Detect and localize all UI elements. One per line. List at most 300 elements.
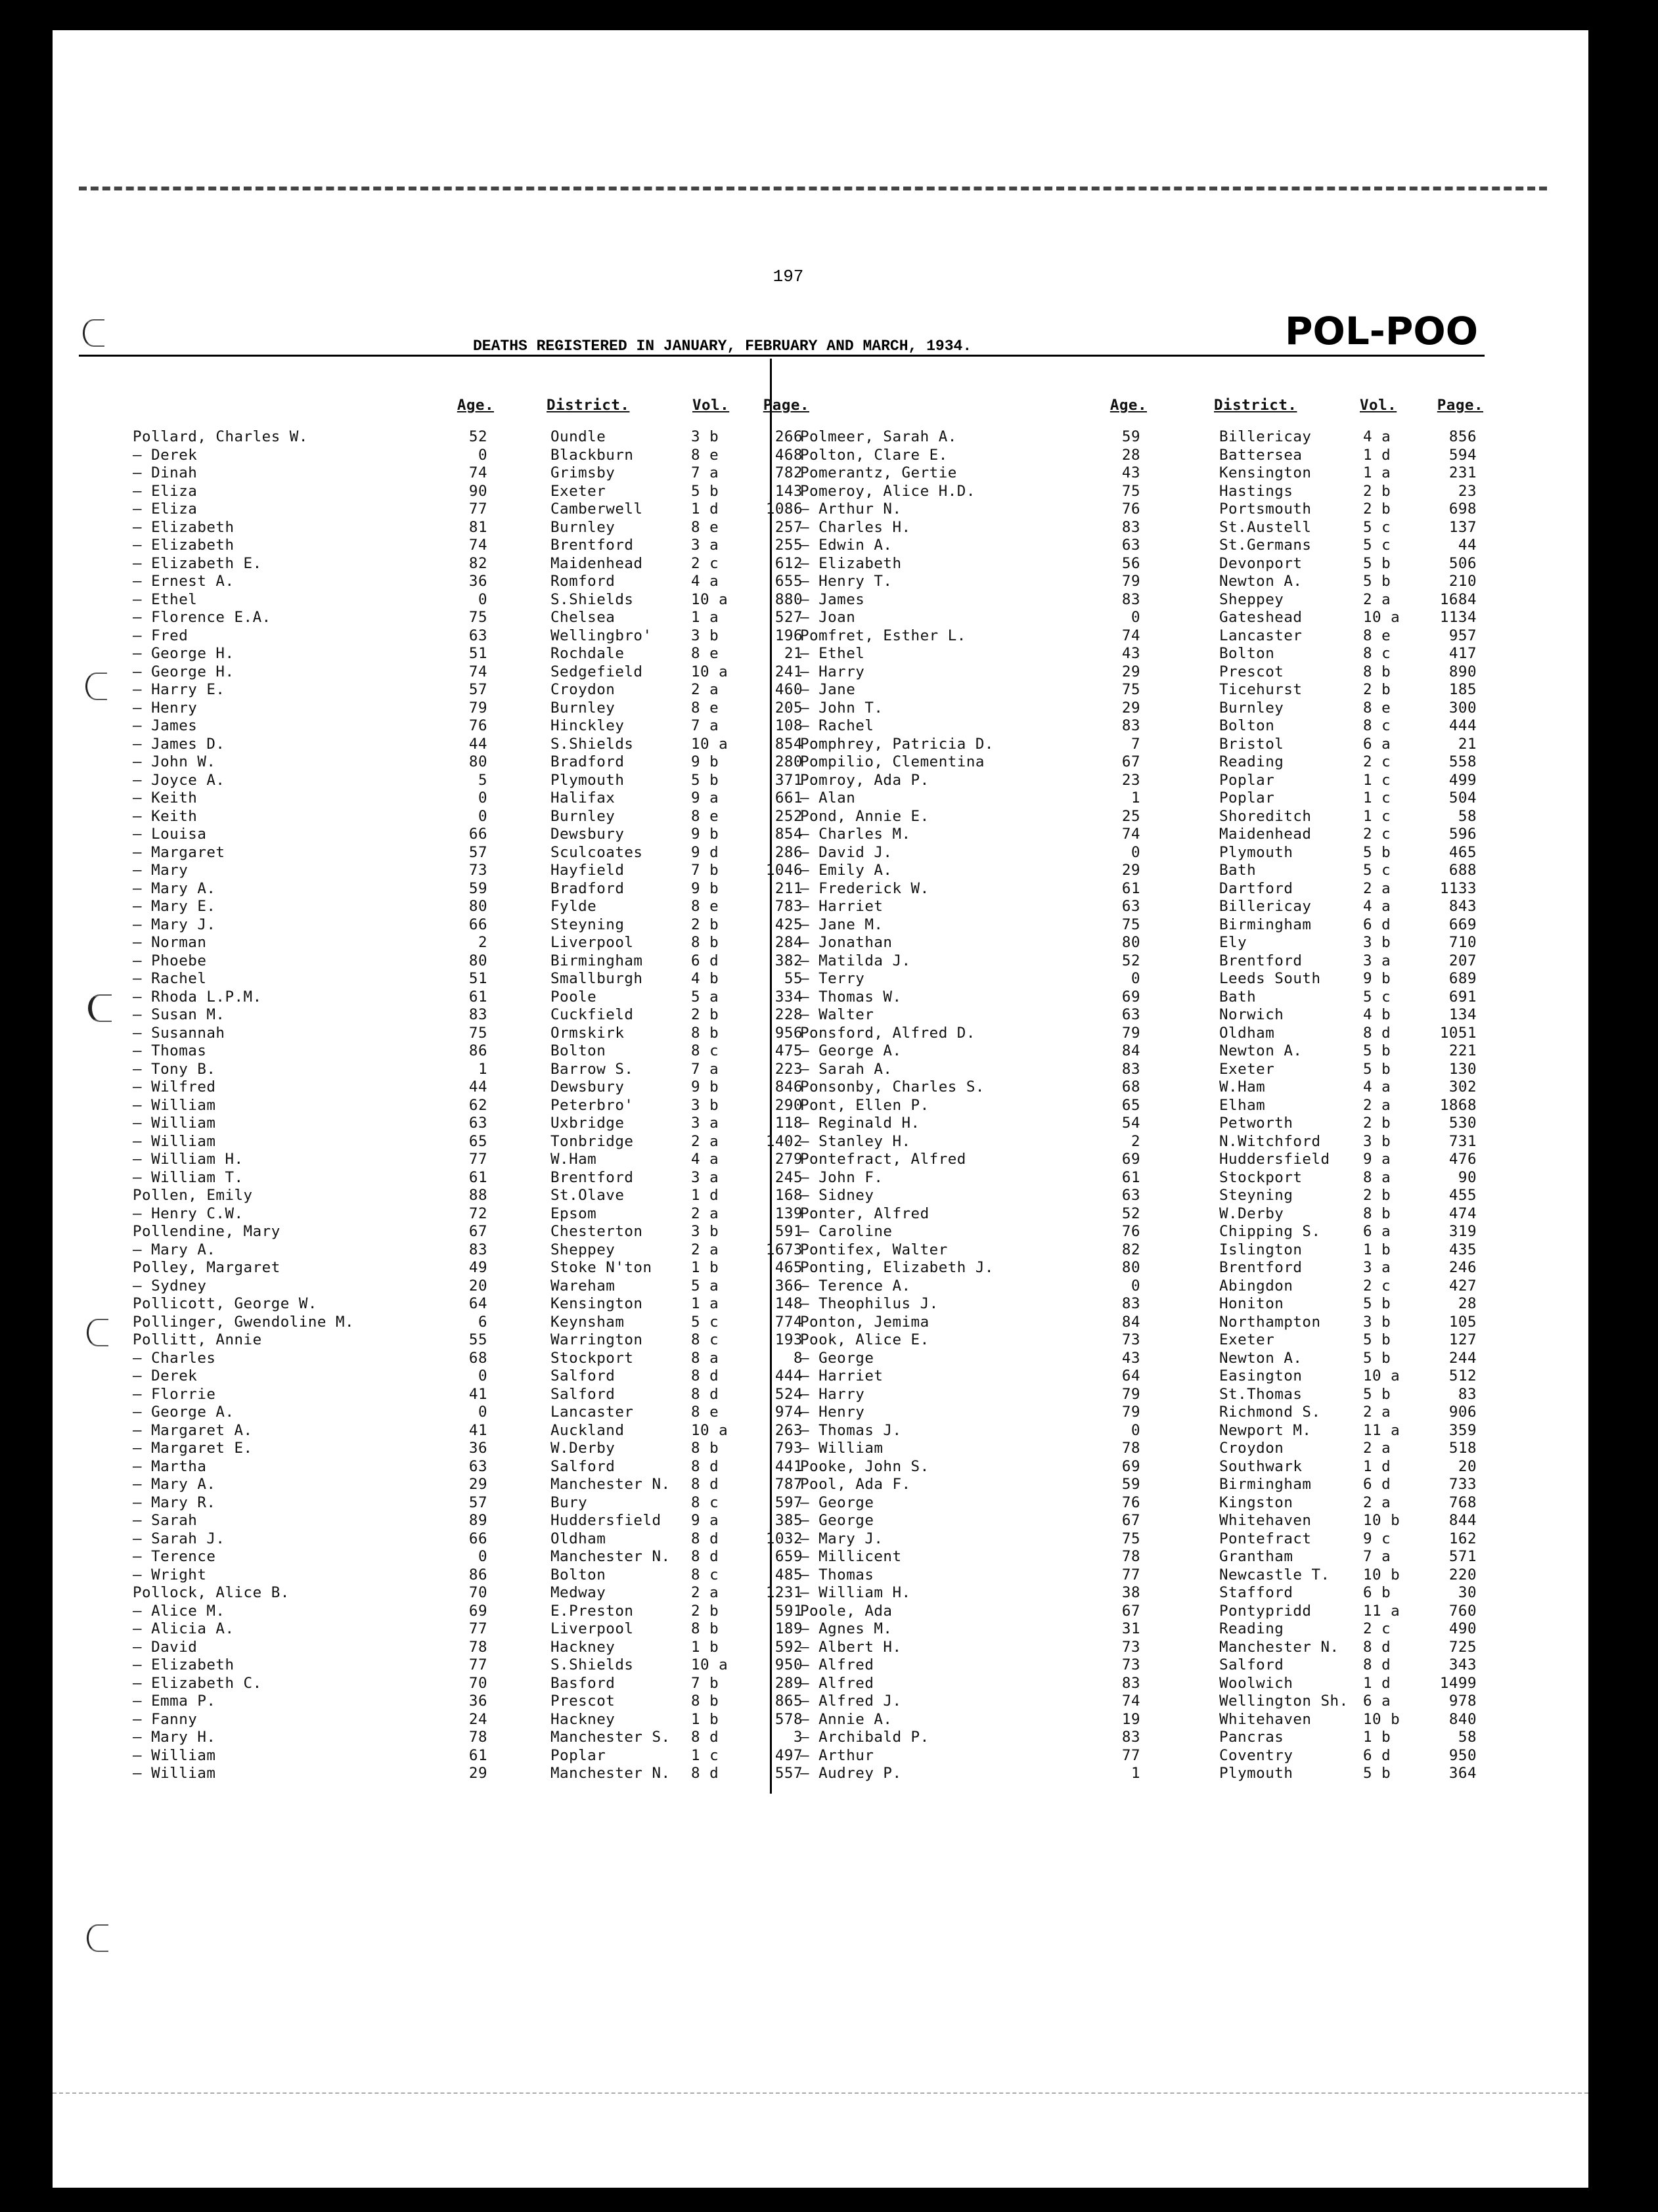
entry-age: 73 [468,862,487,879]
entry-vol: 8 d [1363,1656,1391,1673]
entry-age: 75 [1121,681,1140,698]
register-entry [800,1566,1483,1585]
entry-page: 143 [774,482,803,500]
entry-district: Sheppey [1219,590,1284,608]
surname-range: POL-POO [1285,309,1478,353]
entry-name: Ponter, Alfred [800,1205,930,1222]
entry-name: — Jonathan [800,934,893,951]
entry-vol: 1 d [1363,446,1391,464]
entry-name: Pollendine, Mary [133,1223,280,1240]
entry-district: Northampton [1219,1313,1321,1331]
entry-district: Steyning [550,916,625,933]
entry-vol: 8 e [1363,627,1391,644]
entry-page: 366 [774,1277,803,1294]
register-entry [800,1458,1483,1476]
register-entry [133,1277,803,1296]
entry-age: 66 [468,916,487,933]
entry-district: Dartford [1219,879,1293,897]
register-entry [800,663,1483,682]
entry-vol: 1 a [691,1295,719,1312]
entry-name: — Keith [133,807,198,825]
entry-district: Billericay [1219,428,1312,445]
entry-age: 76 [1121,1223,1140,1240]
entry-vol: 7 a [691,464,719,481]
entry-vol: 4 a [1363,898,1391,915]
entry-district: W.Derby [550,1440,616,1457]
entry-name: — Harry E. [133,681,225,698]
entry-district: Grimsby [550,464,616,481]
entry-age: 0 [1131,843,1140,861]
entry-vol: 8 b [691,1692,719,1710]
entry-district: Poole [550,988,597,1006]
entry-district: Exeter [1219,1060,1275,1078]
entry-name: — John F. [800,1168,884,1186]
entry-district: Oldham [550,1530,606,1547]
entry-district: Poplar [550,1746,606,1764]
register-entry [133,1421,803,1440]
entry-page: 55 [784,970,803,987]
entry-page: 134 [1448,1006,1477,1023]
register-entry [133,1746,803,1765]
entry-page: 21 [784,645,803,662]
entry-name: — Derek [133,446,198,464]
entry-age: 75 [1121,482,1140,500]
entry-vol: 8 d [691,1457,719,1475]
entry-vol: 2 b [691,1602,719,1620]
entry-vol: 8 c [1363,645,1391,662]
entry-age: 63 [468,1457,487,1475]
entry-page: 655 [774,573,803,590]
register-entry [133,1440,803,1458]
entry-age: 64 [468,1295,487,1312]
entry-vol: 1 c [1363,771,1391,789]
register-entry [800,627,1483,646]
entry-age: 69 [1121,988,1140,1006]
entry-name: — Eliza [133,482,198,500]
entry-page: 441 [774,1457,803,1475]
entry-district: Stockport [1219,1168,1303,1186]
entry-district: Brentford [550,1168,634,1186]
entry-district: Whitehaven [1219,1710,1312,1728]
entry-page: 485 [774,1566,803,1583]
entry-age: 1 [478,1060,487,1078]
entry-name: — George A. [133,1404,235,1421]
entry-vol: 5 b [1363,1349,1391,1367]
left-column [133,397,809,1783]
entry-page: 290 [774,1096,803,1114]
entry-page: 359 [1448,1421,1477,1439]
entry-age: 84 [1121,1042,1140,1059]
register-entry [800,428,1483,447]
entry-name: — Ethel [800,645,865,662]
entry-district: Grantham [1219,1548,1293,1565]
register-entry [133,500,803,519]
entry-name: — Susannah [133,1024,225,1042]
entry-district: Easington [1219,1367,1303,1384]
entry-page: 8 [793,1349,803,1367]
entry-vol: 11 a [1363,1421,1400,1439]
entry-age: 0 [478,789,487,807]
entry-district: Birmingham [1219,1476,1312,1493]
register-entry [133,1168,803,1187]
entry-page: 475 [774,1042,803,1059]
entry-name: — Albert H. [800,1638,902,1656]
entry-name: Pomfret, Esther L. [800,627,966,644]
entry-vol: 8 e [691,807,719,825]
register-entry [133,1493,803,1513]
entry-district: Liverpool [550,934,634,951]
entry-page: 906 [1448,1404,1477,1421]
entry-name: — Dinah [133,464,198,481]
entry-page: 596 [1448,826,1477,843]
entry-name: — Reginald H. [800,1115,920,1132]
entry-page: 691 [1448,988,1477,1006]
entry-page: 1499 [1439,1674,1477,1692]
entry-age: 65 [1121,1096,1140,1114]
entry-vol: 10 a [691,663,728,680]
entry-name: — Harriet [800,1367,884,1384]
entry-name: Pontifex, Walter [800,1241,948,1258]
entry-name: — William H. [133,1151,244,1168]
entry-page: 382 [774,952,803,969]
entry-district: Shoreditch [1219,807,1312,825]
column-headers [800,397,1483,423]
entry-name: Pollock, Alice B. [133,1584,290,1601]
entry-age: 38 [1121,1584,1140,1601]
entry-page: 189 [774,1620,803,1637]
entry-name: — William [133,1746,216,1764]
entry-name: — Rachel [133,970,207,987]
entry-name: — John T. [800,699,884,717]
entry-vol: 5 b [1363,843,1391,861]
entry-name: — Joan [800,609,856,626]
entry-district: Norwich [1219,1006,1284,1023]
entry-vol: 2 c [1363,1277,1391,1294]
entry-page: 83 [1458,1385,1477,1403]
entry-page: 148 [774,1295,803,1312]
register-entry [133,446,803,465]
entry-name: — Alfred [800,1656,874,1673]
entry-page: 840 [1448,1710,1477,1728]
entry-vol: 9 a [1363,1151,1391,1168]
register-entry [800,645,1483,663]
entry-vol: 9 a [691,1512,719,1529]
entry-district: Petworth [1219,1115,1293,1132]
entry-page: 210 [1448,573,1477,590]
register-entry [800,1711,1483,1729]
register-entry [133,464,803,483]
register-entry [133,735,803,754]
entry-age: 66 [468,1530,487,1547]
entry-vol: 1 d [1363,1457,1391,1475]
register-entry [800,1675,1483,1693]
register-entry [800,1133,1483,1151]
register-entry [800,1187,1483,1205]
entry-district: Plymouth [1219,1765,1293,1782]
entry-district: Brentford [1219,952,1303,969]
register-page [53,30,1588,2188]
entry-name: — Charles [133,1349,216,1367]
entry-age: 79 [1121,1404,1140,1421]
entry-name: — Martha [133,1457,207,1475]
entry-age: 31 [1121,1620,1140,1637]
entry-name: — George [800,1493,874,1511]
entry-vol: 11 a [1363,1602,1400,1620]
register-entry [133,1620,803,1639]
entry-vol: 10 a [691,1421,728,1439]
entry-name: — Archibald P. [800,1729,930,1746]
register-entry [800,808,1483,826]
entry-vol: 2 a [1363,1440,1391,1457]
entry-page: 956 [774,1024,803,1042]
entry-vol: 8 d [691,1476,719,1493]
entry-vol: 1 a [1363,464,1391,481]
register-entry [800,1259,1483,1277]
entry-age: 83 [1121,590,1140,608]
binder-hole [85,673,107,700]
entry-district: Ely [1219,934,1247,951]
entry-district: Sculcoates [550,843,643,861]
register-entry [800,1620,1483,1639]
entry-page: 1673 [765,1241,803,1258]
register-entry [133,609,803,627]
entry-vol: 8 b [691,1024,719,1042]
entry-age: 5 [478,771,487,789]
register-entry [133,1530,803,1549]
entry-district: Poplar [1219,789,1275,807]
entry-vol: 1 b [691,1638,719,1656]
entry-vol: 8 d [691,1385,719,1403]
register-entry [133,627,803,646]
entry-age: 36 [468,1692,487,1710]
entry-name: — David [133,1638,198,1656]
entry-page: 435 [1448,1241,1477,1258]
entry-vol: 8 c [691,1331,719,1348]
register-entry [800,447,1483,465]
entry-age: 68 [1121,1078,1140,1095]
entry-vol: 2 c [691,554,719,572]
entry-age: 57 [468,843,487,861]
register-entry [133,428,803,447]
entry-page: 21 [1458,735,1477,753]
entry-name: — Matilda J. [800,952,911,969]
entry-age: 57 [468,681,487,698]
entry-vol: 1 d [691,500,719,518]
entry-age: 81 [468,518,487,536]
entry-vol: 2 a [691,1205,719,1222]
register-entry [133,1223,803,1241]
entry-page: 263 [774,1421,803,1439]
entry-age: 29 [1121,862,1140,879]
register-entry [800,1548,1483,1566]
entry-age: 54 [1121,1115,1140,1132]
entry-vol: 6 d [1363,1476,1391,1493]
entry-page: 1684 [1439,590,1477,608]
entry-age: 19 [1121,1710,1140,1728]
entry-age: 83 [1121,1674,1140,1692]
register-entry [133,934,803,952]
entry-vol: 8 b [691,1440,719,1457]
entry-vol: 10 a [1363,1367,1400,1384]
entry-name: — Joyce A. [133,771,225,789]
register-entry [800,1078,1483,1097]
entry-page: 1134 [1439,609,1477,626]
entry-district: Newton A. [1219,1042,1303,1059]
register-entry [800,1097,1483,1115]
entry-page: 460 [774,681,803,698]
entry-age: 75 [468,609,487,626]
entry-age: 79 [468,699,487,717]
entry-vol: 8 d [1363,1024,1391,1042]
entry-name: — Florence E.A. [133,609,271,626]
register-entry [800,609,1483,627]
register-entry [800,916,1483,935]
entry-age: 70 [468,1584,487,1601]
entry-district: Brentford [1219,1259,1303,1276]
entry-district: Huddersfield [1219,1151,1330,1168]
entry-district: Whitehaven [1219,1512,1312,1529]
register-entry [800,1169,1483,1187]
register-entry [800,934,1483,952]
entry-name: — Harry [800,663,865,680]
entry-page: 246 [1448,1259,1477,1276]
entry-name: — Wright [133,1566,207,1583]
entry-district: S.Shields [550,590,634,608]
entry-page: 793 [774,1440,803,1457]
entry-age: 63 [468,1115,487,1132]
entry-vol: 8 e [691,1404,719,1421]
register-entry [800,952,1483,971]
entry-vol: 2 b [691,916,719,933]
entry-district: Prescot [1219,663,1284,680]
entry-district: Dewsbury [550,1078,625,1095]
entry-age: 73 [1121,1638,1140,1656]
entry-vol: 10 a [691,735,728,753]
entry-district: Basford [550,1674,616,1692]
entry-page: 343 [1448,1656,1477,1673]
entry-district: Newcastle T. [1219,1566,1330,1583]
register-entry [800,789,1483,808]
entry-page: 1046 [765,862,803,879]
entry-age: 20 [468,1277,487,1294]
entry-vol: 2 c [1363,1620,1391,1637]
entry-vol: 5 c [691,1313,719,1331]
register-entry [800,1386,1483,1404]
entry-age: 79 [1121,1385,1140,1403]
entry-vol: 5 b [691,771,719,789]
register-entry [800,1476,1483,1494]
entry-age: 79 [1121,573,1140,590]
entry-age: 63 [1121,1006,1140,1023]
entry-page: 168 [774,1187,803,1204]
entry-page: 843 [1448,898,1477,915]
entry-district: Bath [1219,862,1257,879]
entry-district: Warrington [550,1331,643,1348]
entry-vol: 2 b [1363,681,1391,698]
entry-vol: 2 a [1363,1404,1391,1421]
entry-page: 524 [774,1385,803,1403]
entry-district: Richmond S. [1219,1404,1321,1421]
entry-age: 75 [1121,916,1140,933]
entry-page: 1032 [765,1530,803,1547]
entry-district: St.Olave [550,1187,625,1204]
entry-district: Wellington Sh. [1219,1692,1349,1710]
entry-age: 29 [1121,663,1140,680]
entry-age: 83 [1121,717,1140,734]
entry-name: — George H. [133,645,235,662]
entry-district: Ticehurst [1219,681,1303,698]
entry-vol: 5 b [1363,1060,1391,1078]
entry-page: 228 [774,1006,803,1023]
entry-age: 80 [1121,934,1140,951]
entry-vol: 2 a [691,1584,719,1601]
entry-age: 74 [468,663,487,680]
entry-vol: 8 e [691,446,719,464]
entry-district: Stockport [550,1349,634,1367]
entry-district: Devonport [1219,554,1303,572]
entry-page: 950 [1448,1746,1477,1764]
entry-vol: 2 a [691,1241,719,1258]
entry-district: Oundle [550,428,606,445]
entry-vol: 7 a [1363,1548,1391,1565]
entry-district: Maidenhead [1219,826,1312,843]
entry-page: 557 [774,1765,803,1782]
entry-name: — Mary R. [133,1493,216,1511]
entry-page: 231 [1448,464,1477,481]
register-entry [133,862,803,880]
entry-vol: 4 b [691,970,719,987]
entry-name: — Elizabeth [133,537,235,554]
entry-name: — Tony B. [133,1060,216,1078]
register-entry [133,826,803,844]
entry-name: Ponting, Elizabeth J. [800,1259,994,1276]
entry-district: Pancras [1219,1729,1284,1746]
entry-name: Pontefract, Alfred [800,1151,966,1168]
entry-district: Keynsham [550,1313,625,1331]
entry-vol: 5 b [1363,1385,1391,1403]
page-header: Page. [763,397,809,414]
entry-vol: 10 b [1363,1566,1400,1583]
entry-age: 0 [478,1548,487,1565]
entry-age: 83 [468,1006,487,1023]
entry-district: Smallburgh [550,970,643,987]
entry-name: — Rhoda L.P.M. [133,988,262,1006]
entry-name: — Walter [800,1006,874,1023]
entry-vol: 6 a [1363,1692,1391,1710]
register-entry [800,1115,1483,1133]
entry-district: Medway [550,1584,606,1601]
entry-page: 854 [774,735,803,753]
entry-page: 444 [774,1367,803,1384]
entry-name: — Alfred [800,1674,874,1692]
entry-vol: 1 b [1363,1729,1391,1746]
entry-vol: 6 d [1363,1746,1391,1764]
entry-name: Pollicott, George W. [133,1295,317,1312]
entry-vol: 1 b [1363,1241,1391,1258]
binder-hole [83,319,104,347]
entry-age: 77 [468,1620,487,1637]
entry-vol: 8 e [691,645,719,662]
entry-district: Manchester N. [550,1765,671,1782]
entry-vol: 7 a [691,717,719,734]
vol-header: Vol. [1360,397,1397,414]
entry-district: Salford [550,1457,616,1475]
entry-vol: 5 b [1363,1765,1391,1782]
entry-page: 284 [774,934,803,951]
register-entry [133,1241,803,1260]
entry-page: 1133 [1439,879,1477,897]
entry-age: 63 [1121,537,1140,554]
